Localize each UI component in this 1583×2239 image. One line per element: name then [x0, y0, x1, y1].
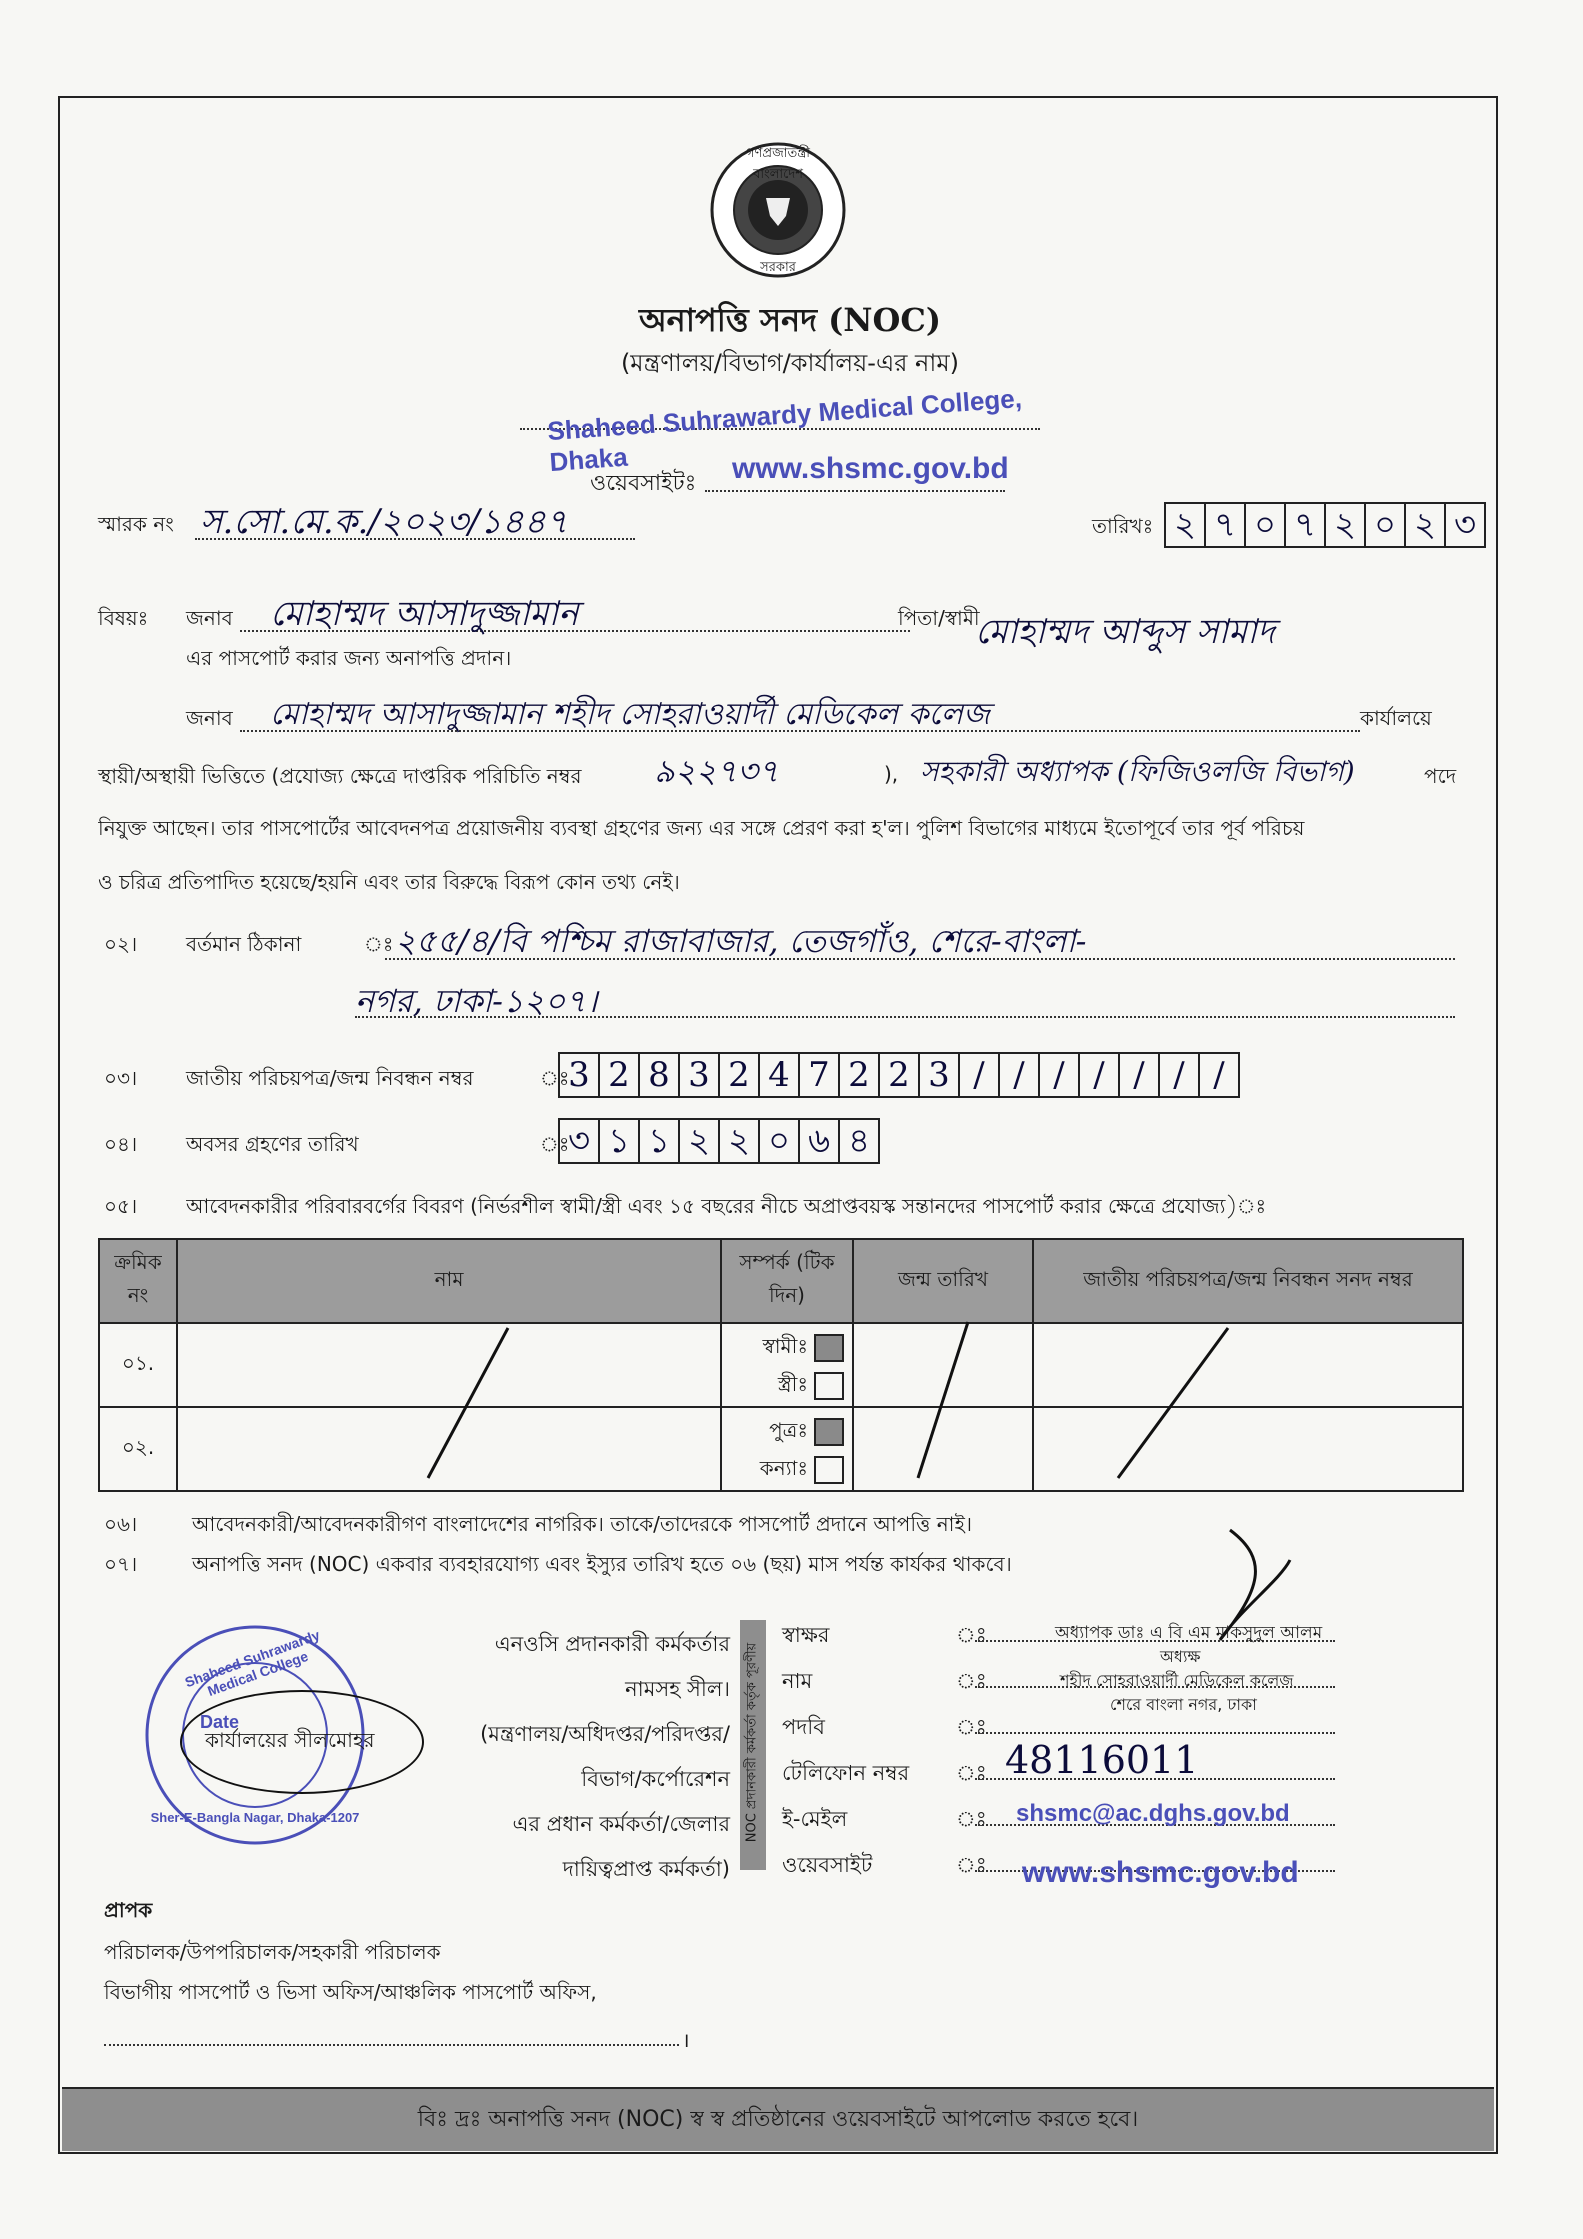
- phone-number: 48116011: [1005, 1738, 1199, 1782]
- body-line-2-mid: ),: [884, 762, 899, 786]
- field-email: ই-মেইল: [782, 1807, 848, 1831]
- email-stamp: shsmc@ac.dghs.gov.bd: [1016, 1800, 1290, 1827]
- retire-digit-box: ৩: [558, 1118, 600, 1164]
- seal-bottom-text: Sher-E-Bangla Nagar, Dhaka-1207: [150, 1810, 360, 1825]
- retire-number: ০৪।: [104, 1132, 138, 1156]
- vertical-label-bar: [740, 1620, 766, 1870]
- vertical-label: NOC প্রদানকারী কর্মকর্তা কর্তৃক পূরণীয়: [744, 1642, 760, 1843]
- nid-digit-box: 3: [678, 1052, 720, 1098]
- subject-line-2: এর পাসপোর্ট করার জন্য অনাপত্তি প্রদান।: [186, 646, 512, 670]
- address-line-1: ২৫৫/৪/বি পশ্চিম রাজাবাজার, তেজগাঁও, শেরে-বাংলা-: [395, 922, 1087, 960]
- field-name: নাম: [782, 1669, 813, 1693]
- relation-wife-label: স্ত্রীঃ: [777, 1372, 808, 1396]
- row-serial: ০১.: [99, 1323, 177, 1407]
- nid-digit-box: 2: [598, 1052, 640, 1098]
- retire-digit-box: ৪: [838, 1118, 880, 1164]
- officer-org-stamp: শহীদ সোহরাওয়ার্দী মেডিকেল কলেজ: [1060, 1671, 1294, 1690]
- date-label: তারিখঃ: [1092, 514, 1154, 538]
- nid-digit-box: 3: [558, 1052, 600, 1098]
- officer-name-stamp: অধ্যাপক ডাঃ এ বি এম মাকসুদুল আলম: [1055, 1623, 1323, 1643]
- retire-digit-box: ২: [718, 1118, 760, 1164]
- website-value: www.shsmc.gov.bd: [732, 452, 1009, 485]
- nid-colon: ঃ: [540, 1066, 570, 1090]
- footer-note: বিঃ দ্রঃ অনাপত্তি সনদ (NOC) স্ব স্ব প্রতিষ্ঠানের ওয়েবসাইটে আপলোড করতে হবে।: [62, 2087, 1494, 2151]
- institution-stamp: Shaheed Suhrawardy Medical College, Dhaka: [546, 383, 1023, 478]
- document-title: অনাপত্তি সনদ (NOC): [638, 301, 942, 339]
- memo-number: স.সো.মে.ক./২০২৩/১৪৪৭: [200, 502, 568, 542]
- col-relation: সম্পর্ক (টিক দিন): [721, 1239, 853, 1323]
- date-digit-box: ০: [1364, 502, 1406, 548]
- body-line-3: নিযুক্ত আছেন। তার পাসপোর্টের আবেদনপত্র প্রয়োজনীয় ব্যবস্থা গ্রহণের জন্য এর সঙ্গে প্রেরণ করা হ'ল। পুলিশ বিভাগের মাধ্যমে ইতোপূর্বে তার পূর্ব পরিচয়: [98, 816, 1305, 840]
- retire-digit-box: ৬: [798, 1118, 840, 1164]
- date-boxes: [1166, 502, 1486, 548]
- officer-line: এর প্রধান কর্মকর্তা/জেলার: [512, 1812, 730, 1836]
- nid-digit-box: 8: [638, 1052, 680, 1098]
- note-7: অনাপত্তি সনদ (NOC) একবার ব্যবহারযোগ্য এবং ইস্যুর তারিখ হতে ০৬ (ছয়) মাস পর্যন্ত কার্যকর থাকবে।: [192, 1552, 1012, 1576]
- website-stamp: www.shsmc.gov.bd: [1022, 1856, 1299, 1889]
- retire-digit-box: ১: [638, 1118, 680, 1164]
- note-6: আবেদনকারী/আবেদনকারীগণ বাংলাদেশের নাগরিক। তাকে/তাদেরকে পাসপোর্ট প্রদানে আপত্তি নাই।: [192, 1512, 973, 1536]
- nid-digit-box: 4: [758, 1052, 800, 1098]
- officer-line: বিভাগ/কর্পোরেশন: [581, 1767, 730, 1791]
- officer-line: (মন্ত্রণালয়/অধিদপ্তর/পরিদপ্তর/: [480, 1722, 730, 1746]
- date-digit-box: ২: [1404, 502, 1446, 548]
- address-colon: ঃ: [364, 932, 394, 956]
- relation-son-label: পুত্রঃ: [769, 1418, 808, 1442]
- col-serial: ক্রমিক নং: [99, 1239, 177, 1323]
- col-name: নাম: [177, 1239, 721, 1323]
- retire-boxes: [560, 1118, 880, 1164]
- official-id-number: ৯২২৭৩৭: [654, 752, 779, 790]
- memo-label: স্মারক নং: [98, 512, 174, 536]
- recipient-line-1: পরিচালক/উপপরিচালক/সহকারী পরিচালক: [104, 1940, 441, 1964]
- recipient-label: প্রাপক: [104, 1898, 153, 1922]
- nid-digit-box: /: [958, 1052, 1000, 1098]
- retire-label: অবসর গ্রহণের তারিখ: [186, 1132, 359, 1156]
- nid-digit-box: 7: [798, 1052, 840, 1098]
- nid-digit-box: /: [1198, 1052, 1240, 1098]
- officer-title-stamp: অধ্যক্ষ: [1160, 1647, 1201, 1666]
- address-number: ০২।: [104, 932, 138, 956]
- date-digit-box: ৩: [1444, 502, 1486, 548]
- seal-ring-text: Shaheed Suhrawardy Medical College: [182, 1626, 322, 1700]
- retire-digit-box: ১: [598, 1118, 640, 1164]
- office-seal-label: কার্যালয়ের সীলমোহর: [205, 1728, 375, 1752]
- nid-digit-box: /: [1118, 1052, 1160, 1098]
- nid-label: জাতীয় পরিচয়পত্র/জন্ম নিবন্ধন নম্বর: [186, 1066, 474, 1090]
- officer-line: দায়িত্বপ্রাপ্ত কর্মকর্তা): [562, 1857, 730, 1881]
- recipient-line-2: বিভাগীয় পাসপোর্ট ও ভিসা অফিস/আঞ্চলিক পাসপোর্ট অফিস,: [104, 1980, 597, 2004]
- date-digit-box: ৭: [1284, 502, 1326, 548]
- body-line-2-prefix: স্থায়ী/অস্থায়ী ভিত্তিতে (প্রযোজ্য ক্ষেত্রে দাপ্তরিক পরিচিতি নম্বর: [98, 764, 582, 788]
- retire-digit-box: ০: [758, 1118, 800, 1164]
- note-6-number: ০৬।: [104, 1512, 138, 1536]
- office-suffix: কার্যালয়ে: [1360, 706, 1432, 730]
- seal-date: Date: [200, 1712, 240, 1732]
- cross-out-strokes: [98, 1318, 1464, 1488]
- col-nid: জাতীয় পরিচয়পত্র/জন্ম নিবন্ধন সনদ নম্বর: [1033, 1239, 1463, 1323]
- nid-digit-box: /: [998, 1052, 1040, 1098]
- field-designation: পদবি: [782, 1715, 825, 1739]
- nid-digit-box: /: [1078, 1052, 1120, 1098]
- nid-digit-box: 2: [878, 1052, 920, 1098]
- field-phone: টেলিফোন নম্বর: [782, 1761, 910, 1785]
- date-digit-box: ০: [1244, 502, 1286, 548]
- officer-place-stamp: শেরে বাংলা নগর, ঢাকা: [1110, 1695, 1257, 1714]
- nid-digit-box: 3: [918, 1052, 960, 1098]
- government-emblem: [698, 140, 858, 280]
- nid-digit-box: 2: [838, 1052, 880, 1098]
- emblem-ring-text: গণপ্রজাতন্ত্রী বাংলাদেশ: [746, 146, 810, 182]
- subject-label: বিষয়ঃ: [98, 606, 149, 630]
- note-7-number: ০৭।: [104, 1552, 138, 1576]
- recipient-line-3-end: ।: [682, 2028, 690, 2052]
- body-line-4: ও চরিত্র প্রতিপাদিত হয়েছে/হয়নি এবং তার বিরুদ্ধে বিরূপ কোন তথ্য নেই।: [98, 870, 680, 894]
- field-colons: ঃ ঃ ঃ ঃ ঃ ঃ: [956, 1623, 987, 1877]
- nid-number-label-no: ০৩।: [104, 1066, 138, 1090]
- family-label: আবেদনকারীর পরিবারবর্গের বিবরণ (নির্ভরশীল স্বামী/স্ত্রী এবং ১৫ বছরের নীচে অপ্রাপ্তবয়স্ক সন্তানদের পাসপোর্ট করার ক্ষেত্রে প্রযোজ্য)ঃ: [186, 1194, 1267, 1218]
- body-janab: জনাব: [186, 706, 233, 730]
- date-digit-box: ২: [1164, 502, 1206, 548]
- officer-line: এনওসি প্রদানকারী কর্মকর্তার: [494, 1632, 730, 1656]
- retire-digit-box: ২: [678, 1118, 720, 1164]
- body-line-2-suffix: পদে: [1424, 764, 1457, 788]
- applicant-name-office: মোহাম্মদ আসাদুজ্জামান শহীদ সোহরাওয়ার্দী মেডিকেল কলেজ: [270, 697, 990, 732]
- field-signature: স্বাক্ষর: [782, 1623, 830, 1647]
- father-name: মোহাম্মদ আব্দুস সামাদ: [975, 612, 1275, 652]
- officer-fields: [782, 1612, 909, 1888]
- family-number: ০৫।: [104, 1194, 138, 1218]
- website-label: ওয়েবসাইটঃ: [590, 471, 697, 496]
- officer-line: নামসহ সীল।: [625, 1677, 730, 1701]
- subject-janab: জনাব: [186, 606, 233, 630]
- date-digit-box: ৭: [1204, 502, 1246, 548]
- row-serial: ০২.: [99, 1407, 177, 1491]
- nid-boxes: [560, 1052, 1240, 1098]
- col-birth-date: জন্ম তারিখ: [853, 1239, 1033, 1323]
- designation: সহকারী অধ্যাপক (ফিজিওলজি বিভাগ): [920, 755, 1355, 788]
- nid-digit-box: /: [1038, 1052, 1080, 1098]
- father-label: পিতা/স্বামী: [898, 606, 980, 630]
- relation-daughter-label: কন্যাঃ: [759, 1456, 808, 1480]
- document-subtitle: (মন্ত্রণালয়/বিভাগ/কার্যালয়-এর নাম): [620, 349, 960, 377]
- address-label: বর্তমান ঠিকানা: [186, 932, 302, 956]
- applicant-name: মোহাম্মদ আসাদুজ্জামান: [270, 594, 579, 634]
- address-line-2: নগর, ঢাকা-১২০৭।: [355, 982, 598, 1020]
- nid-digit-box: 2: [718, 1052, 760, 1098]
- relation-husband-label: স্বামীঃ: [762, 1334, 808, 1358]
- emblem-bottom-text: সরকার: [760, 260, 796, 275]
- retire-colon: ঃ: [540, 1132, 570, 1156]
- nid-digit-box: /: [1158, 1052, 1200, 1098]
- field-website: ওয়েবসাইট: [782, 1853, 873, 1877]
- date-digit-box: ২: [1324, 502, 1366, 548]
- officer-left-text: [440, 1622, 730, 1892]
